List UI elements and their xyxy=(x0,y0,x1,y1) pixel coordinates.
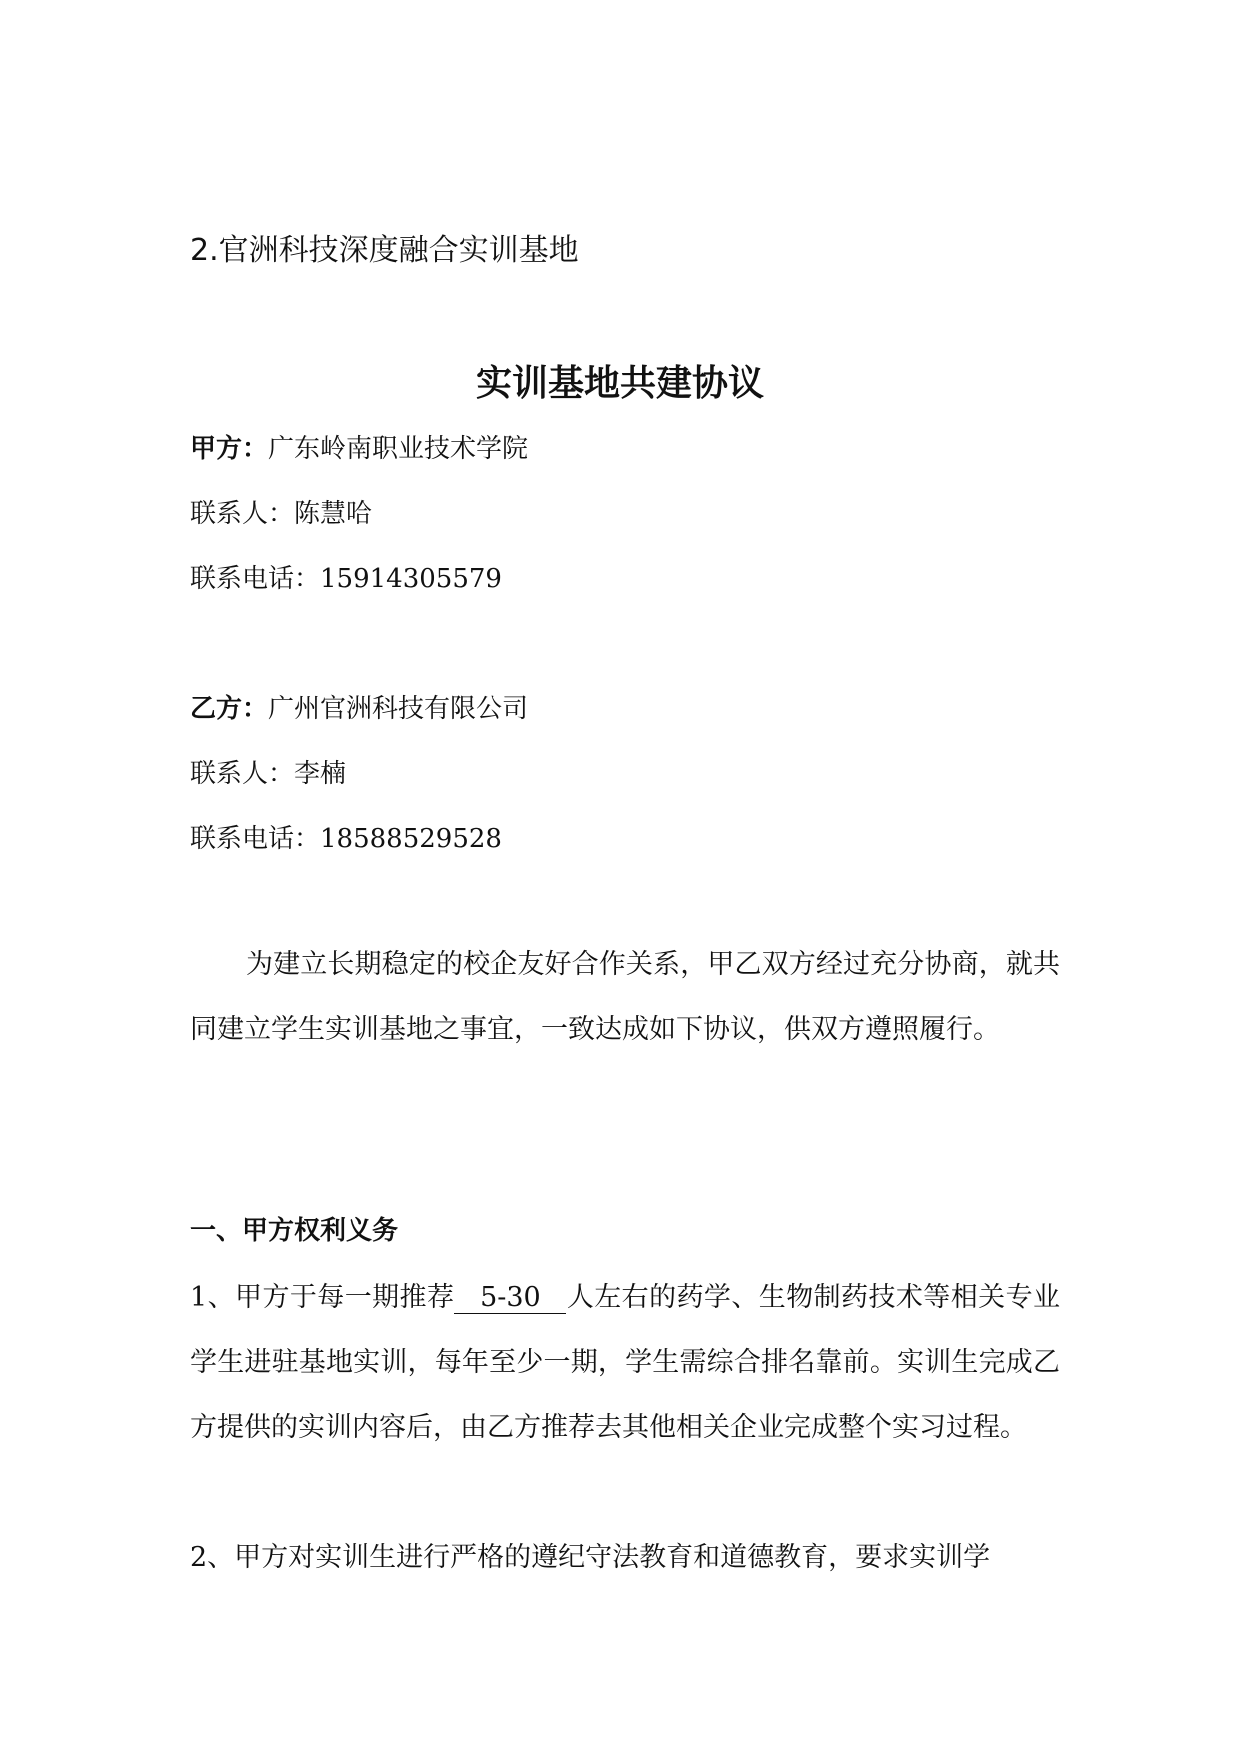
item-1-prefix: 1、甲方于每一期推荐 xyxy=(190,1282,455,1313)
party-b-label: 乙方： xyxy=(190,694,269,724)
section-one-item-1 xyxy=(190,1265,1060,1460)
party-b-phone: 18588529528 xyxy=(320,824,502,854)
section-heading: 2.官洲科技深度融合实训基地 xyxy=(190,233,579,268)
party-a-phone-label: 联系电话： xyxy=(190,564,321,594)
party-b-phone-line xyxy=(190,818,502,855)
party-b-name: 广州官洲科技有限公司 xyxy=(268,694,529,724)
document-title: 实训基地共建协议 xyxy=(475,363,764,404)
section-one-item-2: 2、甲方对实训生进行严格的遵纪守法教育和道德教育，要求实训学 xyxy=(190,1542,991,1573)
party-a-contact-label: 联系人： xyxy=(190,499,295,529)
party-a-phone-line xyxy=(190,558,502,595)
item-1-suffix: 人左右的药学、生物制药技术等相关专业学生进驻基地实训，每年至少一期，学生需综合排名靠前。实训生完成乙方提供的实训内容后，由乙方推荐去其他相关企业完成整个实习过程。 xyxy=(190,1282,1060,1443)
party-b-phone-label: 联系电话： xyxy=(190,824,321,854)
party-b-line xyxy=(190,688,528,725)
section-one-heading: 一、甲方权利义务 xyxy=(190,1216,399,1246)
party-a-contact-line xyxy=(190,493,372,530)
party-a-phone: 15914305579 xyxy=(320,564,502,594)
party-a-label: 甲方： xyxy=(190,434,269,464)
party-a-contact: 陈慧哈 xyxy=(294,499,373,529)
party-b-contact-label: 联系人： xyxy=(190,759,295,789)
party-b-contact: 李楠 xyxy=(294,759,347,789)
party-a-line xyxy=(190,428,528,465)
preamble-paragraph: 为建立长期稳定的校企友好合作关系，甲乙双方经过充分协商，就共同建立学生实训基地之事宜，一致达成如下协议，供双方遵照履行。 xyxy=(190,949,1060,1045)
student-count-blank: 5-30 xyxy=(454,1283,566,1314)
party-a-name: 广东岭南职业技术学院 xyxy=(268,434,529,464)
party-b-contact-line xyxy=(190,753,346,790)
